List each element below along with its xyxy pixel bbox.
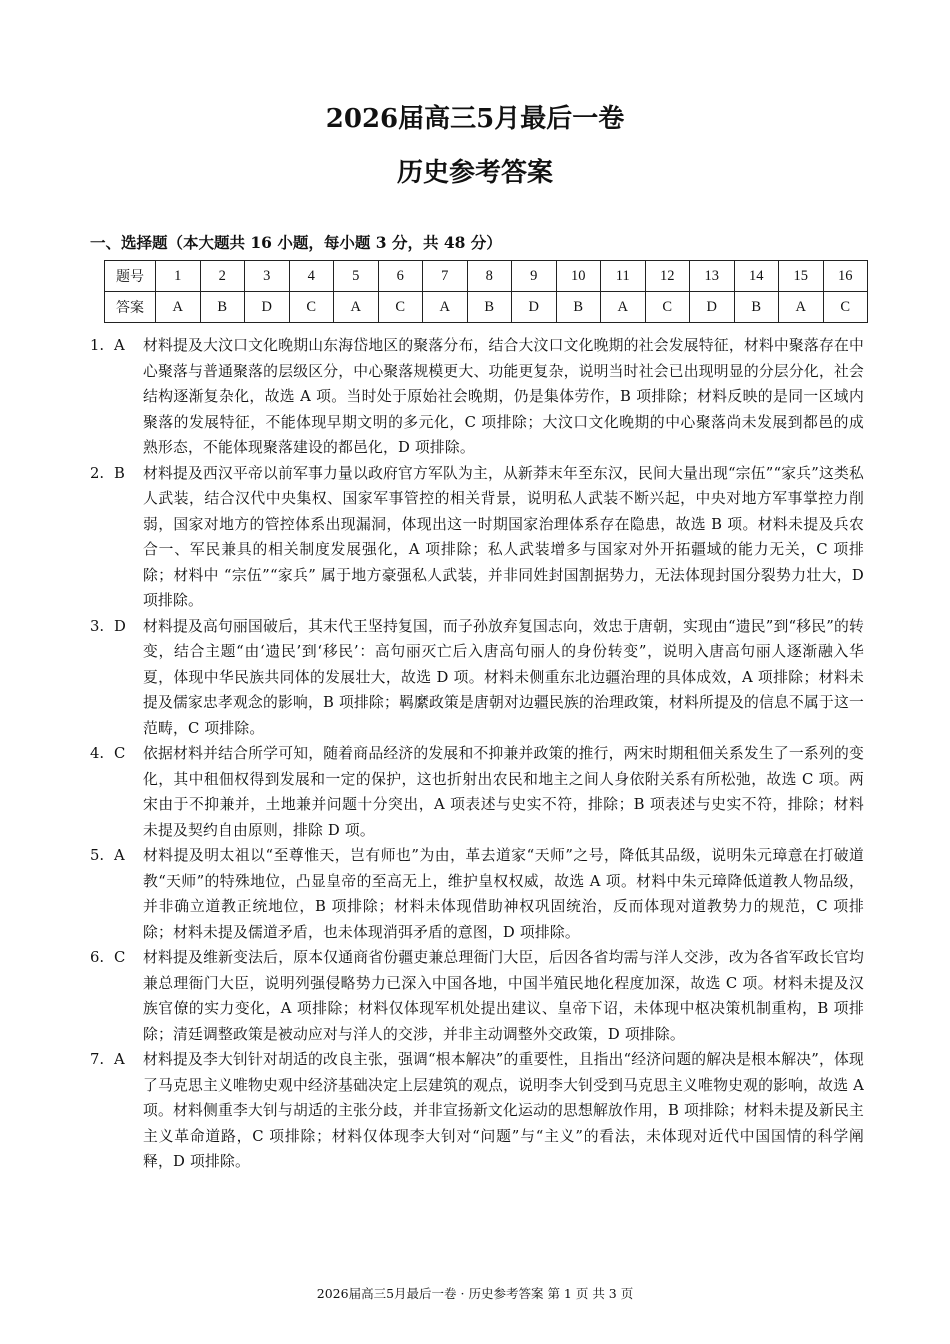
- item-number: 6.: [90, 949, 105, 966]
- answer-cell: A: [423, 292, 468, 323]
- question-number-cell: 6: [378, 261, 423, 292]
- question-number-cell: 14: [734, 261, 779, 292]
- item-answer: A: [114, 847, 125, 864]
- explanation-item: [90, 461, 864, 614]
- answer-cell: C: [823, 292, 868, 323]
- question-number-cell: 2: [200, 261, 245, 292]
- item-text: 材料提及李大钊针对胡适的改良主张，强调“根本解决”的重要性，且指出“经济问题的解决是根本解决”，体现了马克思主义唯物史观中经济基础决定上层建筑的观点，说明李大钊受到马克思主义唯物史观的影响，故选 A 项。材料侧重李大钊与胡适的主张分歧，并非宣扬新文化运动的思想解放作用，B 项排除；材料未提及新民主主义革命道路，C 项排除；材料仅体现李大钊对“问题”与“主义”的看法，未体现对近代中国国情的科学阐释，D 项排除。: [143, 1051, 864, 1170]
- item-answer: B: [114, 464, 125, 482]
- item-text: 材料提及西汉平帝以前军事力量以政府官方军队为主，从新莽末年至东汉，民间大量出现“宗伍”“家兵”这类私人武装，结合汉代中央集权、国家军事管控的相关背景，说明私人武装不断兴起，中央对地方军事掌控力削弱，国家对地方的管控体系出现漏洞，体现出这一时期国家治理体系存在隐患，故选 B 项。材料未提及兵农合一、军民兼具的相关制度发展强化，A 项排除；私人武装增多与国家对外开拓疆域的能力无关，C 项排除；材料中 “宗伍”“家兵” 属于地方豪强私人武装，并非同姓封国割据势力，无法体现封国分裂势力壮大，D 项排除。: [143, 464, 864, 609]
- question-number-cell: 1: [156, 261, 201, 292]
- item-answer: A: [114, 1051, 125, 1068]
- explanation-item: [90, 843, 864, 945]
- answer-cell: A: [156, 292, 201, 323]
- item-text: 材料提及维新变法后，原本仅通商省份疆吏兼总理衙门大臣，后因各省均需与洋人交涉，改为各省军政长官均兼总理衙门大臣，说明列强侵略势力已深入中国各地，中国半殖民地化程度加深，故选 C 项。材料未提及汉族官僚的实力变化，A 项排除；材料仅体现军机处提出建议、皇帝下诏，未体现中枢决策机制重构，B 项排除；清廷调整政策是被动应对与洋人的交涉，并非主动调整外交政策，D 项排除。: [143, 949, 864, 1043]
- section-heading: 一、选择题（本大题共 16 小题，每小题 3 分，共 48 分）: [90, 233, 502, 252]
- item-text: 材料提及大汶口文化晚期山东海岱地区的聚落分布，结合大汶口文化晚期的社会发展特征，材料中聚落存在中心聚落与普通聚落的层级区分，中心聚落规模更大、功能更复杂，说明当时社会已出现明显的分层分化，社会结构逐渐复杂化，故选 A 项。当时处于原始社会晚期，仍是集体劳作，B 项排除；材料反映的是同一区域内聚落的发展特征，不能体现早期文明的多元化，C 项排除；大汶口文化晚期的中心聚落尚未发展到都邑的成熟形态，不能体现聚落建设的都邑化，D 项排除。: [143, 337, 864, 456]
- answer-cell: B: [734, 292, 779, 323]
- answer-cell: D: [512, 292, 557, 323]
- answer-cell: B: [556, 292, 601, 323]
- item-answer: C: [114, 949, 126, 966]
- explanation-item: [90, 614, 864, 742]
- answer-cell: A: [601, 292, 646, 323]
- explanation-list: [90, 333, 864, 1175]
- question-number-cell: 13: [690, 261, 735, 292]
- item-number: 4.: [90, 745, 105, 762]
- answer-cell: C: [289, 292, 334, 323]
- question-number-cell: 4: [289, 261, 334, 292]
- question-number-cell: 8: [467, 261, 512, 292]
- question-number-row: [105, 261, 868, 292]
- item-answer: A: [114, 337, 125, 354]
- item-number: 7.: [90, 1051, 105, 1068]
- answer-cell: C: [645, 292, 690, 323]
- item-text: 材料提及明太祖以“至尊惟天，岂有师也”为由，革去道家“天师”之号，降低其品级，说明朱元璋意在打破道教“天师”的特殊地位，凸显皇帝的至高无上，维护皇权权威，故选 A 项。材料中朱元璋降低道教人物品级，并非确立道教正统地位，B 项排除；材料未体现借助神权巩固统治，反而体现对道教势力的规范，C 项排除；材料未提及儒道矛盾，也未体现消弭矛盾的意图，D 项排除。: [143, 847, 864, 941]
- question-number-cell: 7: [423, 261, 468, 292]
- question-number-cell: 10: [556, 261, 601, 292]
- item-text: 材料提及高句丽国破后，其末代王坚持复国，而子孙放弃复国志向，效忠于唐朝，实现由“遗民”到“移民”的转变，结合主题“由‘遗民’到‘移民’：高句丽灭亡后入唐高句丽人的身份转变”，说明入唐高句丽人逐渐融入华夏，体现中华民族共同体的发展壮大，故选 D 项。材料未侧重东北边疆治理的具体成效，A 项排除；材料未提及儒家忠孝观念的影响，B 项排除；羁縻政策是唐朝对边疆民族的治理政策，材料所提及的信息不属于这一范畴，C 项排除。: [143, 617, 864, 737]
- question-number-cell: 12: [645, 261, 690, 292]
- page-footer: 2026届高三5月最后一卷 · 历史参考答案 第 1 页 共 3 页: [316, 1286, 634, 1301]
- document-subtitle: 历史参考答案: [396, 158, 553, 188]
- explanation-item: [90, 1047, 864, 1175]
- document-title: 2026届高三5月最后一卷: [325, 104, 625, 134]
- question-number-cell: 3: [245, 261, 290, 292]
- question-number-cell: 5: [334, 261, 379, 292]
- item-number: 3.: [90, 617, 105, 635]
- row-label-answer: 答案: [105, 292, 156, 323]
- item-number: 5.: [90, 847, 105, 864]
- item-number: 2.: [90, 464, 105, 482]
- answer-cell: A: [334, 292, 379, 323]
- item-text: 依据材料并结合所学可知，随着商品经济的发展和不抑兼并政策的推行，两宋时期租佃关系发生了一系列的变化，其中租佃权得到发展和一定的保护，这也折射出农民和地主之间人身依附关系有所松弛，故选 C 项。两宋由于不抑兼并，土地兼并问题十分突出，A 项表述与史实不符，排除；B 项表述与史实不符，排除；材料未提及契约自由原则，排除 D 项。: [143, 745, 864, 839]
- answer-cell: D: [245, 292, 290, 323]
- item-number: 1.: [90, 337, 105, 354]
- question-number-cell: 9: [512, 261, 557, 292]
- answer-table: [104, 260, 868, 323]
- item-answer: D: [114, 617, 126, 635]
- question-number-cell: 11: [601, 261, 646, 292]
- explanation-item: [90, 333, 864, 461]
- answer-cell: B: [200, 292, 245, 323]
- answer-row: [105, 292, 868, 323]
- item-answer: C: [114, 745, 126, 762]
- answer-cell: C: [378, 292, 423, 323]
- row-label-number: 题号: [105, 261, 156, 292]
- question-number-cell: 16: [823, 261, 868, 292]
- answer-cell: B: [467, 292, 512, 323]
- question-number-cell: 15: [779, 261, 824, 292]
- explanation-item: [90, 741, 864, 843]
- explanation-item: [90, 945, 864, 1047]
- answer-cell: D: [690, 292, 735, 323]
- answer-cell: A: [779, 292, 824, 323]
